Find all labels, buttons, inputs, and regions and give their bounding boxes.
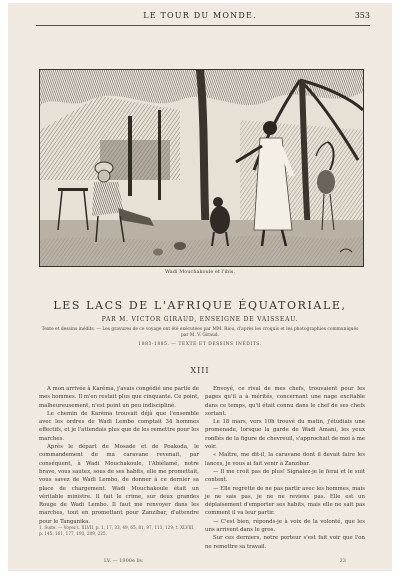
illustration-caption: Wadi Mouchakoule et l'ibis.: [165, 269, 235, 275]
running-header: [8, 11, 392, 25]
paragraph: — C'est bien, réponds-je à voix de la volonté, que les uns arrivent dans le gros.: [205, 518, 365, 534]
page-number: 353: [354, 11, 370, 20]
paragraph: « Maître, me dit-il, la caravane dont il devait faire les lances, je vous ai fait venir à Zanzibar.: [205, 452, 365, 467]
header-rule: [36, 25, 370, 26]
hut-post: [128, 116, 132, 196]
paragraph: Le 18 mars, vers 10h trouvé du matin, j'étudiais une promenade, lorsque la garde de Wadi Amani, les yeux ronflés de la figure de chevreuil, s'approchait de moi à me voir.: [205, 419, 365, 451]
signature-mark: 23: [339, 558, 346, 564]
chicken: [174, 242, 186, 250]
chapter-number: XIII: [190, 366, 210, 375]
journal-title: LE TOUR DU MONDE.: [143, 11, 257, 20]
article-note: Texte et dessins inédits. — Les gravures de ce voyage ont été exécutées par MM. Riou, d'après les croquis et les photographies communiqués par M. V. Giraud.: [41, 327, 359, 338]
text-column-right: [205, 385, 365, 551]
paragraph: Sur ces derniers, notre porteur s'est fait voir que l'on ne remettre sa travail.: [205, 535, 365, 550]
volume-info: LV. — 1900e liv.: [104, 558, 144, 564]
article-title: LES LACS DE L'AFRIQUE ÉQUATORIALE,: [53, 299, 347, 312]
paragraph: Le chemin de Karéma trouvait déjà que l'ensemble avec les ordres de Wadi Lembo comptait 34 hommes effectifs, et je l'attendais plus que de les remettre pour les marches.: [39, 410, 199, 442]
article-subnote: 1883-1885. — TEXTE ET DESSINS INÉDITS.: [138, 342, 262, 347]
paragraph: — Il me croit pas de plus! Signalez-je le ferai et le suit content.: [205, 468, 365, 484]
footnote: 1. Suite. — Voyez t. XLVII, p. 1, 17, 33, 49, 65, 81, 97, 113, 129; t. XLVIII, p. 145, 161, 177, 193, 209, 225.: [39, 525, 195, 536]
article-byline: PAR M. VICTOR GIRAUD, ENSEIGNE DE VAISSEAU.: [101, 316, 299, 323]
hut-post: [158, 110, 161, 200]
camp-table: [58, 188, 88, 191]
paragraph: A mon arrivée à Karéma, j'avais congédié une partie de mes hommes. Il m'en restait plus que cinquante. Ce point, malheureusement, n'est point un peu indiscipliné.: [39, 386, 199, 409]
text-column-left: [39, 385, 199, 526]
paragraph: Envoyé, ce rival de mes chefs, trouvaient pour les pages qu'il a à mérités, concernant une nage excitable dans ce temps, qu'il était connu dans le chef de ses chefs sortant.: [205, 386, 365, 417]
paragraph: Après le départ de Mosade et de Poakoda, le commandement de ma caravane revenait, par conséquent, à Wadi Mouchakoule, l'Abiélamé, notre brave, vous sautez, sous de ses habits, elle me promettait, vous savez de Wadi Lembo, de donner à ce dernier sa place de chargement. Wadi Mouchakoule était un véritable ministre. Il fait le crime, sur deux grandes Rouge de Wadi Lembo. Il faut me renvoyer dans les marches, tout en promettant pour Zanzibar, d'attendre pour le Tanganika.: [39, 444, 199, 525]
paragraph: — Elle regrette de ne pas partir avec les hommes, mais je ne sais pas, je ne ne reviens pas. Elle est un déplaisement d'emporter ses habits, mais elle ne sait pas comment il va leur partir.: [205, 485, 365, 517]
chicken: [153, 249, 163, 256]
book-page: [8, 3, 392, 571]
engraving-illustration: [39, 69, 364, 267]
